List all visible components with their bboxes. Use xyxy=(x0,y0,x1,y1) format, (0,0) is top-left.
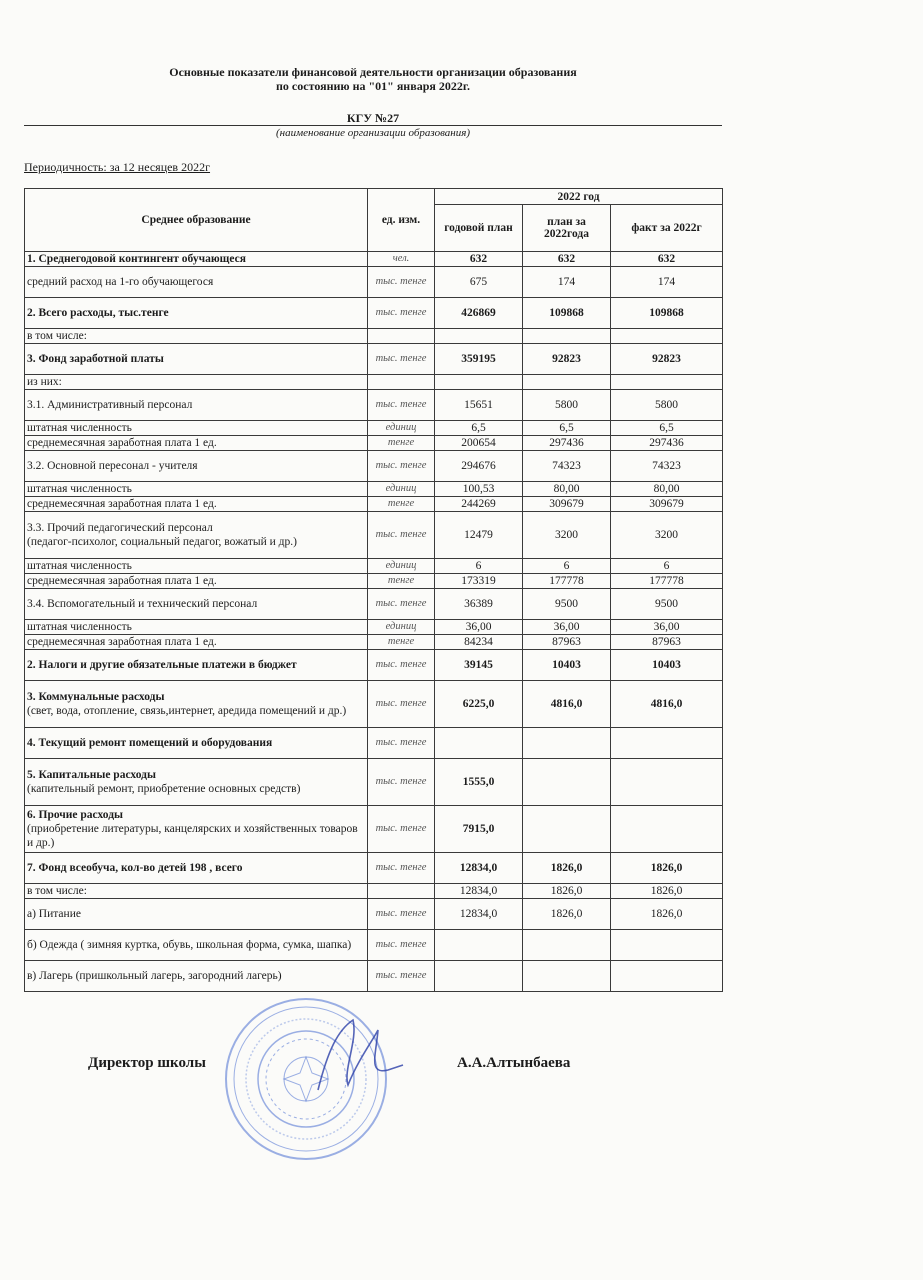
cell-fact: 92823 xyxy=(611,344,723,375)
cell-fact: 174 xyxy=(611,267,723,298)
row-unit: тыс. тенге xyxy=(368,267,435,298)
table-row xyxy=(25,806,723,853)
row-label xyxy=(25,390,368,421)
cell-fact: 9500 xyxy=(611,589,723,620)
cell-plan-period: 1826,0 xyxy=(523,853,611,884)
row-unit: тенге xyxy=(368,436,435,451)
row-unit: тыс. тенге xyxy=(368,899,435,930)
cell-fact: 632 xyxy=(611,252,723,267)
cell-fact: 80,00 xyxy=(611,482,723,497)
cell-fact xyxy=(611,806,723,853)
row-label-text: б) Одежда ( зимняя куртка, обувь, школьная форма, сумка, шапка) xyxy=(27,939,352,951)
cell-fact: 4816,0 xyxy=(611,681,723,728)
table-row xyxy=(25,650,723,681)
periodicity-label: Периодичность: за 12 несяцев 2022г xyxy=(24,160,211,174)
organization-caption: (наименование организации образования) xyxy=(275,127,471,139)
row-unit: тыс. тенге xyxy=(368,451,435,482)
row-label xyxy=(25,589,368,620)
row-unit: тенге xyxy=(368,574,435,589)
cell-fact: 87963 xyxy=(611,635,723,650)
cell-plan-year: 12834,0 xyxy=(435,884,523,899)
row-unit: тыс. тенге xyxy=(368,589,435,620)
cell-fact: 109868 xyxy=(611,298,723,329)
cell-plan-year: 294676 xyxy=(435,451,523,482)
row-label-text: средний расход на 1-го обучающегося xyxy=(27,276,214,288)
row-label xyxy=(25,728,368,759)
table-row xyxy=(25,884,723,899)
row-label-text: 5. Капитальные расходы xyxy=(27,769,156,781)
table-row xyxy=(25,681,723,728)
row-label xyxy=(25,512,368,559)
table-row xyxy=(25,512,723,559)
row-unit xyxy=(368,375,435,390)
row-unit: тыс. тенге xyxy=(368,759,435,806)
cell-plan-year: 200654 xyxy=(435,436,523,451)
report-title-line2: по состоянию на "01" января 2022г. xyxy=(276,79,470,93)
cell-plan-period xyxy=(523,806,611,853)
row-unit: единиц xyxy=(368,620,435,635)
cell-plan-period: 174 xyxy=(523,267,611,298)
row-label xyxy=(25,759,368,806)
cell-fact: 1826,0 xyxy=(611,853,723,884)
row-label-text: в) Лагерь (пришкольный лагерь, загородний лагерь) xyxy=(27,970,282,982)
cell-plan-year: 100,53 xyxy=(435,482,523,497)
cell-plan-period: 1826,0 xyxy=(523,899,611,930)
cell-plan-year: 15651 xyxy=(435,390,523,421)
cell-fact xyxy=(611,961,723,992)
cell-fact: 1826,0 xyxy=(611,884,723,899)
row-label-text: среднемесячная заработная плата 1 ед. xyxy=(27,636,217,648)
row-label-text: 3. Коммунальные расходы xyxy=(27,691,165,703)
table-row xyxy=(25,899,723,930)
row-label-text: в том числе: xyxy=(27,330,87,342)
cell-plan-year: 12834,0 xyxy=(435,853,523,884)
table-row xyxy=(25,375,723,390)
cell-plan-period: 1826,0 xyxy=(523,884,611,899)
cell-fact: 10403 xyxy=(611,650,723,681)
cell-plan-year: 6225,0 xyxy=(435,681,523,728)
cell-plan-year xyxy=(435,728,523,759)
row-label xyxy=(25,436,368,451)
row-label-text: 2. Налоги и другие обязательные платежи в бюджет xyxy=(27,659,297,671)
cell-plan-year xyxy=(435,329,523,344)
row-label xyxy=(25,451,368,482)
cell-fact xyxy=(611,728,723,759)
row-unit: тыс. тенге xyxy=(368,681,435,728)
cell-fact: 297436 xyxy=(611,436,723,451)
row-label-text: 3.4. Вспомогательный и технический персонал xyxy=(27,598,258,610)
cell-plan-period: 177778 xyxy=(523,574,611,589)
row-unit: единиц xyxy=(368,482,435,497)
cell-plan-year: 632 xyxy=(435,252,523,267)
row-label xyxy=(25,884,368,899)
row-unit: тыс. тенге xyxy=(368,930,435,961)
cell-plan-period: 80,00 xyxy=(523,482,611,497)
director-label: Директор школы xyxy=(88,1055,206,1071)
cell-fact: 5800 xyxy=(611,390,723,421)
cell-plan-period xyxy=(523,930,611,961)
table-row xyxy=(25,635,723,650)
row-label-note: (свет, вода, отопление, связь,интернет, аредида помещений и др.) xyxy=(27,705,347,717)
table-row xyxy=(25,267,723,298)
cell-plan-period: 74323 xyxy=(523,451,611,482)
cell-fact: 1826,0 xyxy=(611,899,723,930)
row-label xyxy=(25,853,368,884)
row-unit: тыс. тенге xyxy=(368,728,435,759)
column-group-year: 2022 год xyxy=(435,189,723,205)
row-label xyxy=(25,681,368,728)
row-label-note: (педагог-психолог, социальный педагог, вожатый и др.) xyxy=(27,536,297,548)
row-label-text: 3.3. Прочий педагогический персонал xyxy=(27,522,213,534)
row-label xyxy=(25,635,368,650)
cell-plan-period: 87963 xyxy=(523,635,611,650)
cell-plan-year xyxy=(435,961,523,992)
table-row xyxy=(25,574,723,589)
cell-plan-year xyxy=(435,930,523,961)
row-label xyxy=(25,899,368,930)
table-row xyxy=(25,559,723,574)
row-label xyxy=(25,267,368,298)
table-row xyxy=(25,497,723,512)
cell-plan-year: 426869 xyxy=(435,298,523,329)
row-label-text: штатная численность xyxy=(27,483,132,495)
organization-underline xyxy=(24,125,722,126)
row-unit: тыс. тенге xyxy=(368,298,435,329)
column-header-name: Среднее образование xyxy=(25,189,368,252)
row-label-text: 2. Всего расходы, тыс.тенге xyxy=(27,307,169,319)
cell-fact: 74323 xyxy=(611,451,723,482)
column-header-fact: факт за 2022г xyxy=(611,205,723,252)
row-label xyxy=(25,252,368,267)
table-row xyxy=(25,482,723,497)
cell-plan-period xyxy=(523,329,611,344)
cell-plan-period: 5800 xyxy=(523,390,611,421)
cell-plan-year: 675 xyxy=(435,267,523,298)
column-header-plan-period: план за 2022года xyxy=(523,205,611,252)
table-row xyxy=(25,620,723,635)
column-header-plan-year: годовой план xyxy=(435,205,523,252)
cell-plan-period: 6,5 xyxy=(523,421,611,436)
table-row xyxy=(25,759,723,806)
row-unit: тыс. тенге xyxy=(368,806,435,853)
cell-plan-year: 39145 xyxy=(435,650,523,681)
row-unit: тыс. тенге xyxy=(368,344,435,375)
row-label-text: 6. Прочие расходы xyxy=(27,809,124,821)
cell-fact xyxy=(611,759,723,806)
cell-plan-period xyxy=(523,759,611,806)
row-label xyxy=(25,421,368,436)
cell-plan-period xyxy=(523,961,611,992)
cell-plan-year: 173319 xyxy=(435,574,523,589)
cell-plan-year: 6 xyxy=(435,559,523,574)
cell-plan-period: 9500 xyxy=(523,589,611,620)
table-row xyxy=(25,252,723,267)
table-row xyxy=(25,853,723,884)
table-row xyxy=(25,436,723,451)
row-label-text: 3.2. Основной пересонал - учителя xyxy=(27,460,198,472)
table-row xyxy=(25,421,723,436)
cell-plan-year: 244269 xyxy=(435,497,523,512)
row-unit: тыс. тенге xyxy=(368,390,435,421)
row-label xyxy=(25,375,368,390)
table-row xyxy=(25,930,723,961)
cell-fact xyxy=(611,375,723,390)
row-label-text: 7. Фонд всеобуча, кол-во детей 198 , всего xyxy=(27,862,243,874)
row-unit xyxy=(368,884,435,899)
cell-plan-year: 12479 xyxy=(435,512,523,559)
row-label-text: а) Питание xyxy=(27,908,81,920)
table-row xyxy=(25,344,723,375)
cell-plan-period xyxy=(523,375,611,390)
cell-fact xyxy=(611,930,723,961)
row-label xyxy=(25,574,368,589)
row-label xyxy=(25,497,368,512)
cell-plan-period: 109868 xyxy=(523,298,611,329)
row-label xyxy=(25,329,368,344)
table-row xyxy=(25,298,723,329)
row-label xyxy=(25,620,368,635)
row-unit: тенге xyxy=(368,635,435,650)
table-row xyxy=(25,728,723,759)
cell-plan-year: 36389 xyxy=(435,589,523,620)
row-label xyxy=(25,806,368,853)
row-label xyxy=(25,344,368,375)
cell-fact: 309679 xyxy=(611,497,723,512)
row-label-text: штатная численность xyxy=(27,621,132,633)
row-label xyxy=(25,482,368,497)
cell-plan-year: 84234 xyxy=(435,635,523,650)
cell-plan-period: 632 xyxy=(523,252,611,267)
row-unit: единиц xyxy=(368,559,435,574)
director-signature xyxy=(298,1010,408,1100)
row-label-text: из них: xyxy=(27,376,62,388)
row-label-note: (приобретение литературы, канцелярских и хозяйственных товаров и др.) xyxy=(27,823,358,849)
row-label-text: 3.1. Административный персонал xyxy=(27,399,193,411)
row-label-text: штатная численность xyxy=(27,422,132,434)
financial-indicators-table xyxy=(24,188,723,992)
cell-fact xyxy=(611,329,723,344)
row-label xyxy=(25,650,368,681)
row-unit: тыс. тенге xyxy=(368,650,435,681)
cell-plan-period: 3200 xyxy=(523,512,611,559)
row-unit: тыс. тенге xyxy=(368,961,435,992)
cell-plan-period: 10403 xyxy=(523,650,611,681)
row-label xyxy=(25,298,368,329)
cell-plan-year: 36,00 xyxy=(435,620,523,635)
row-unit: тыс. тенге xyxy=(368,512,435,559)
cell-plan-period: 4816,0 xyxy=(523,681,611,728)
row-unit: чел. xyxy=(368,252,435,267)
row-label xyxy=(25,961,368,992)
row-unit xyxy=(368,329,435,344)
cell-plan-period xyxy=(523,728,611,759)
cell-plan-period: 6 xyxy=(523,559,611,574)
column-header-unit: ед. изм. xyxy=(368,189,435,252)
cell-plan-year xyxy=(435,375,523,390)
cell-plan-period: 92823 xyxy=(523,344,611,375)
cell-plan-period: 36,00 xyxy=(523,620,611,635)
row-unit: тыс. тенге xyxy=(368,853,435,884)
row-label-note: (капительный ремонт, приобретение основных средств) xyxy=(27,783,301,795)
cell-fact: 177778 xyxy=(611,574,723,589)
row-label-text: 4. Текущий ремонт помещений и оборудования xyxy=(27,737,273,749)
organization-name: КГУ №27 xyxy=(346,111,400,125)
table-row xyxy=(25,451,723,482)
cell-plan-year: 359195 xyxy=(435,344,523,375)
cell-fact: 3200 xyxy=(611,512,723,559)
row-label-text: среднемесячная заработная плата 1 ед. xyxy=(27,575,217,587)
table-row xyxy=(25,589,723,620)
table-row xyxy=(25,390,723,421)
row-label-text: 1. Среднегодовой контингент обучающеся xyxy=(27,253,246,265)
row-label-text: среднемесячная заработная плата 1 ед. xyxy=(27,498,217,510)
cell-plan-period: 297436 xyxy=(523,436,611,451)
report-title-line1: Основные показатели финансовой деятельности организации образования xyxy=(169,65,577,79)
cell-plan-year: 6,5 xyxy=(435,421,523,436)
cell-plan-period: 309679 xyxy=(523,497,611,512)
cell-plan-year: 1555,0 xyxy=(435,759,523,806)
table-row xyxy=(25,961,723,992)
row-unit: тенге xyxy=(368,497,435,512)
cell-fact: 6,5 xyxy=(611,421,723,436)
row-label xyxy=(25,559,368,574)
cell-fact: 6 xyxy=(611,559,723,574)
row-label-text: в том числе: xyxy=(27,885,87,897)
row-label-text: штатная численность xyxy=(27,560,132,572)
row-label xyxy=(25,930,368,961)
director-name: А.А.Алтынбаева xyxy=(457,1055,571,1071)
table-row xyxy=(25,329,723,344)
cell-fact: 36,00 xyxy=(611,620,723,635)
cell-plan-year: 12834,0 xyxy=(435,899,523,930)
cell-plan-year: 7915,0 xyxy=(435,806,523,853)
row-label-text: 3. Фонд заработной платы xyxy=(27,353,164,365)
row-unit: единиц xyxy=(368,421,435,436)
row-label-text: среднемесячная заработная плата 1 ед. xyxy=(27,437,217,449)
